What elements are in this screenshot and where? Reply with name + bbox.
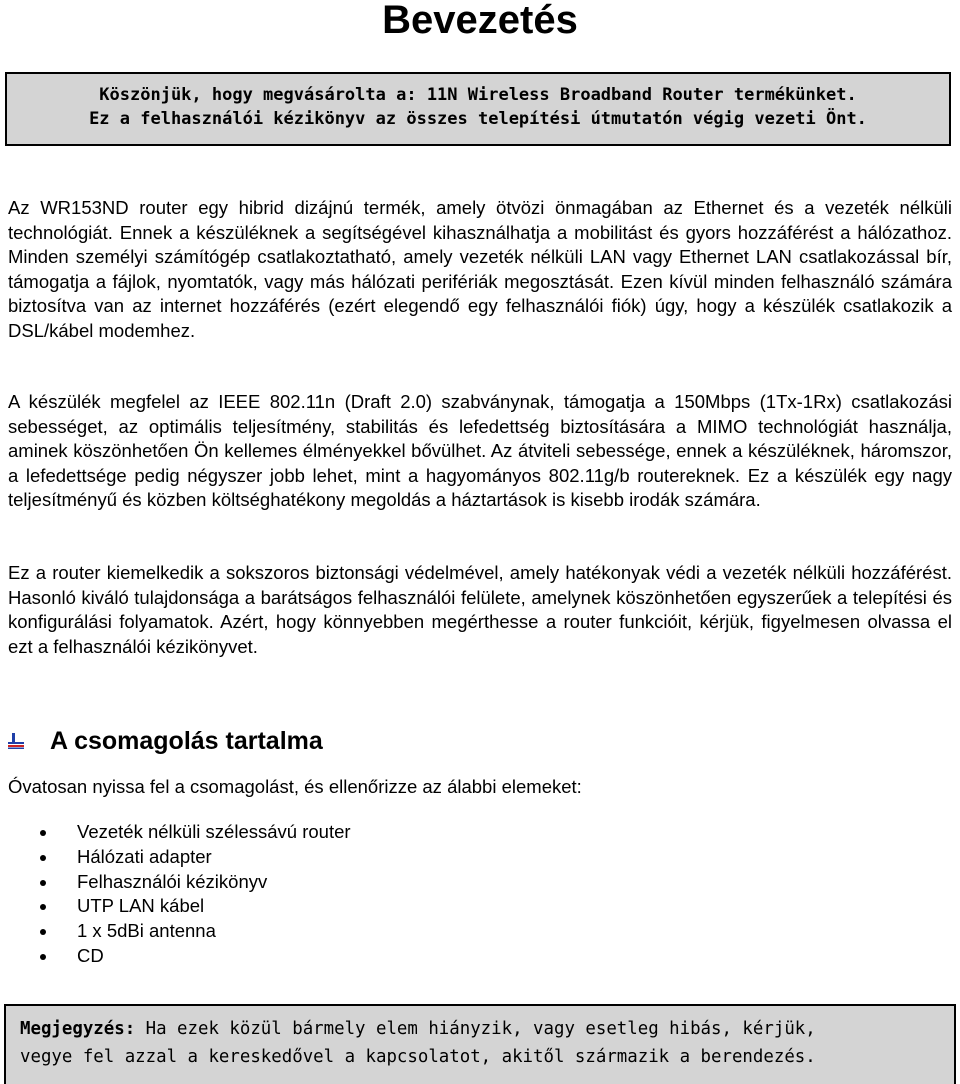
- bullet-dot-icon: [40, 830, 46, 836]
- stacked-bars-icon: [8, 733, 24, 749]
- note-line-2: vegye fel azzal a kereskedővel a kapcsolatot, akitől származik a berendezés.: [20, 1047, 816, 1067]
- intro-line-2: Ez a felhasználói kézikönyv az összes telepítési útmutatón végig vezeti Önt.: [89, 109, 867, 129]
- intro-line-1: Köszönjük, hogy megvásárolta a: 11N Wireless Broadband Router termékünket.: [99, 85, 857, 105]
- bullet-dot-icon: [40, 929, 46, 935]
- note-line-1: [20, 1015, 954, 1043]
- page-title: Bevezetés: [382, 0, 578, 42]
- section-lead: Óvatosan nyissa fel a csomagolást, és ellenőrizze az álabbi elemeket:: [8, 776, 582, 797]
- note-box: [4, 1004, 956, 1084]
- note-label: Megjegyzés:: [20, 1019, 136, 1039]
- section-heading-text: A csomagolás tartalma: [50, 726, 323, 755]
- bullet-dot-icon: [40, 904, 46, 910]
- package-contents-list: [0, 820, 351, 969]
- bullet-dot-icon: [40, 954, 46, 960]
- list-item: CD: [0, 944, 351, 969]
- section-heading: [8, 724, 323, 758]
- list-item: Hálózati adapter: [0, 845, 351, 870]
- paragraph-security: Ez a router kiemelkedik a sokszoros biztonsági védelmével, amely hatékonyak védi a vezeték nélküli hozzáférést. Hasonló kiváló tulajdonsága a barátságos felhasználói felülete, amelynek köszönhetően egyszerűek a telepítési és konfigurálási folyamatok. Azért, hogy könnyebben megérthesse a router funkcióit, kérjük, figyelmesen olvassa el ezt a felhasználói kézikönyvet.: [8, 562, 952, 657]
- note-text-1: Ha ezek közül bármely elem hiányzik, vagy esetleg hibás, kérjük,: [135, 1019, 816, 1039]
- list-item: Felhasználói kézikönyv: [0, 870, 351, 895]
- bullet-dot-icon: [40, 880, 46, 886]
- bullet-dot-icon: [40, 855, 46, 861]
- list-item: 1 x 5dBi antenna: [0, 919, 351, 944]
- paragraph-intro: Az WR153ND router egy hibrid dizájnú termék, amely ötvözi önmagában az Ethernet és a vezeték nélküli technológiát. Ennek a készüléknek a segítségével kihasználhatja a mobilitást és gyors hozzáférést a hálózathoz. Minden személyi számítógép csatlakoztatható, amely vezeték nélküli LAN vagy Ethernet LAN csatlakozással bír, támogatja a fájlok, nyomtatók, vagy más hálózati perifériák megosztását. Ezen kívül minden felhasználó számára biztosítva van az internet hozzáférés (ezért elegendő egy felhasználói fiók) úgy, hogy a készülék csatlakozik a DSL/kábel modemhez.: [8, 197, 952, 341]
- list-item: UTP LAN kábel: [0, 894, 351, 919]
- intro-box: [5, 72, 951, 146]
- list-item: Vezeték nélküli szélessávú router: [0, 820, 351, 845]
- paragraph-standards: A készülék megfelel az IEEE 802.11n (Draft 2.0) szabványnak, támogatja a 150Mbps (1Tx-1Rx) csatlakozási sebességet, az optimális teljesítmény, stabilitás és lefedettség biztosítására a MIMO technológiát használja, aminek köszönhetően Ön kellemes élményekkel bővülhet. Az átviteli sebessége, ennek a készüléknek, háromszor, a lefedettsége pedig négyszer jobb lehet, mint a hagyományos 802.11g/b routereknek. Ez a készülék egy nagy teljesítményű és közben költséghatékony megoldás a háztartások is kisebb irodák számára.: [8, 391, 952, 511]
